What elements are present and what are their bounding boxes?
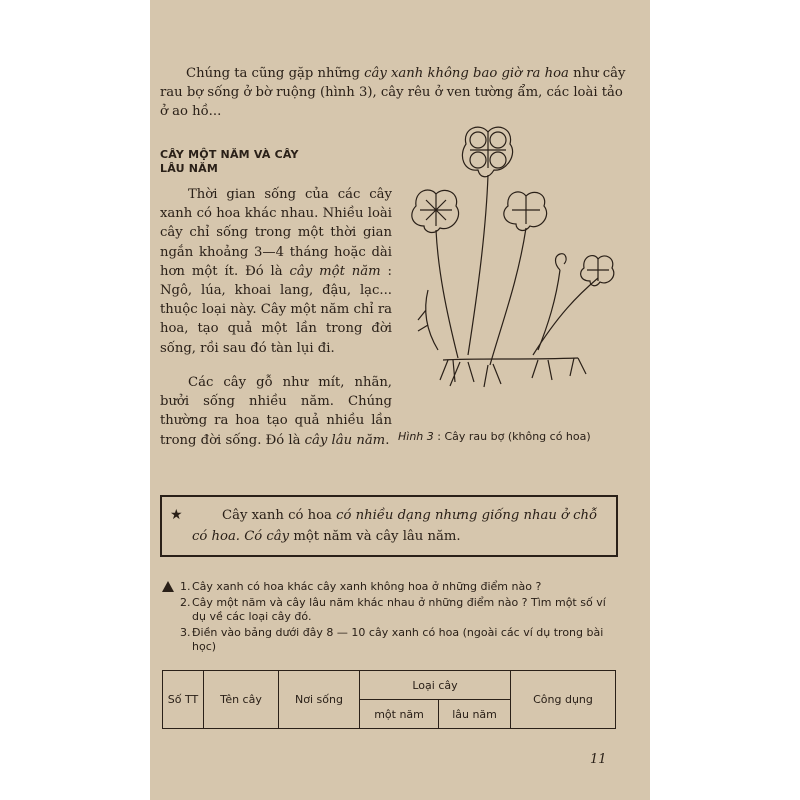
header-name: Tên cây [204, 671, 279, 729]
question-item: 3. Điền vào bảng dưới đây 8 — 10 cây xanh có hoa (ngoài các ví dụ trong bài học) [180, 626, 604, 653]
question-item: 2. Cây một năm và cây lâu năm khác nhau ở những điểm nào ? Tìm một số ví dụ về các loại cây đó. [180, 596, 606, 623]
paragraph-perennial: Các cây gỗ như mít, nhãn, bưởi sống nhiều năm. Chúng thường ra hoa tạo quả nhiều lần trong đời sống. Đó là cây lâu năm. [160, 375, 392, 448]
book-page [150, 0, 650, 800]
question-item: 1. Cây xanh có hoa khác cây xanh không hoa ở những điểm nào ? [162, 580, 622, 594]
paragraph-lifespan: Thời gian sống của các cây xanh có hoa khác nhau. Nhiều loài cây chỉ sống trong một thời gian ngắn khoảng 3—4 tháng hoặc dài hơn một ít. Đó là cây một năm : Ngô, lúa, khoai lang, đậu, lạc... thuộc loại này. Cây một năm chỉ ra hoa, tạo quả một lần trong đời sống, rồi sau đó tàn lụi đi. [160, 187, 392, 356]
star-icon: ★ [170, 507, 183, 523]
summary-text: Cây xanh có hoa có nhiều dạng nhưng giống nhau ở chỗ có hoa. Có cây một năm và cây lâu năm. [192, 508, 598, 544]
clover-fern-illustration [398, 110, 628, 430]
question-list [162, 580, 622, 656]
subheader-annual: một năm [360, 700, 439, 729]
header-type: Loại cây [360, 671, 511, 700]
summary-box [160, 495, 618, 557]
section-heading: CÂY MỘT NĂM VÀ CÂY LÂU NĂM [160, 148, 299, 175]
header-use: Công dụng [511, 671, 616, 729]
header-habitat: Nơi sống [279, 671, 360, 729]
triangle-icon [162, 581, 174, 592]
header-stt: Số TT [163, 671, 204, 729]
figure-caption: Hình 3 : Cây rau bợ (không có hoa) [398, 430, 591, 443]
subheader-perennial: lâu năm [439, 700, 511, 729]
intro-paragraph: Chúng ta cũng gặp những cây xanh không bao giờ ra hoa như cây rau bợ sống ở bờ ruộng (hình 3), cây rêu ở ven tường ẩm, các loài tảo ở ao hồ... [160, 66, 626, 119]
page-number: 11 [590, 752, 607, 767]
exercise-table [162, 670, 616, 729]
